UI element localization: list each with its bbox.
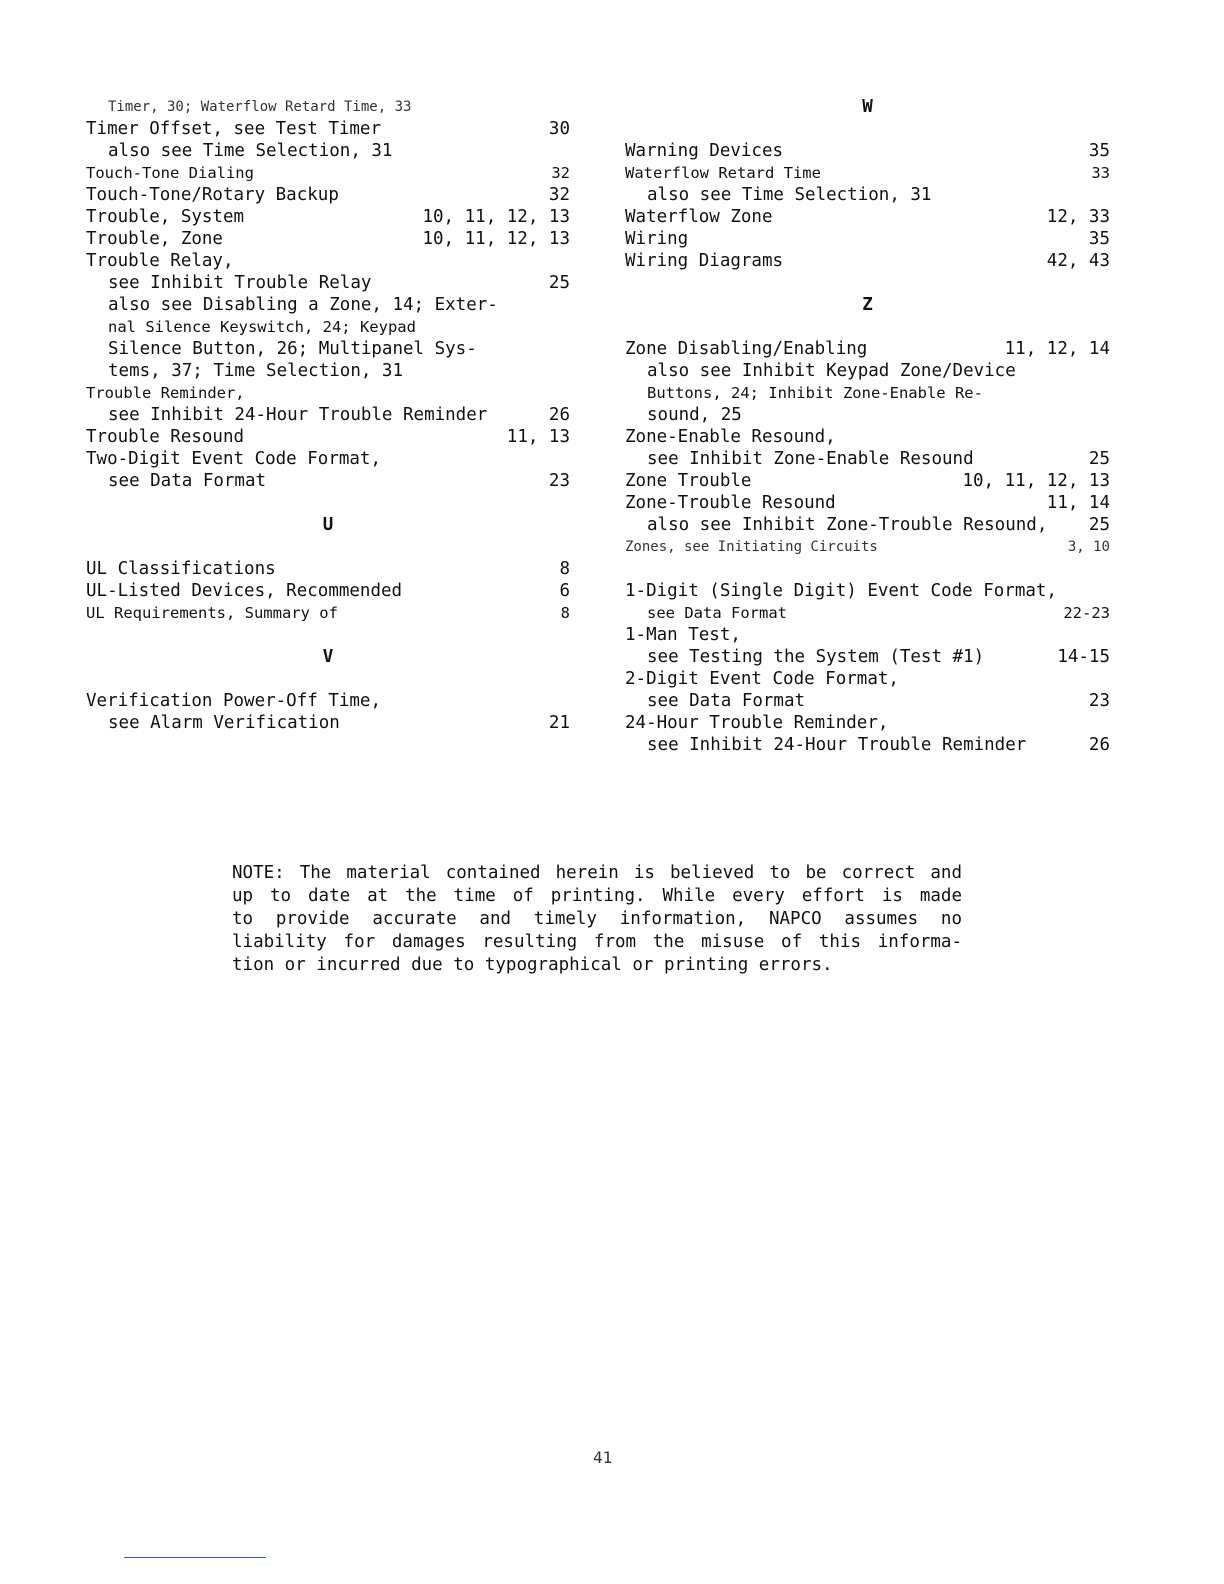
note-line: NOTE: The material contained herein is believed to be correct and <box>232 863 962 883</box>
index-term: nal Silence Keyswitch, 24; Keypad <box>108 318 416 336</box>
index-term: see Data Format <box>647 691 806 711</box>
index-entry <box>86 118 570 140</box>
index-page-refs: 35 <box>1088 229 1110 249</box>
note-line: to provide accurate and timely information, NAPCO assumes no <box>232 909 962 929</box>
index-entry <box>625 668 1110 690</box>
index-page-refs: 11, 13 <box>506 427 570 447</box>
index-page-refs: 25 <box>1088 449 1110 469</box>
index-term: Trouble, System <box>86 207 245 227</box>
index-term: see Inhibit 24-Hour Trouble Reminder <box>108 405 488 425</box>
index-term: Touch-Tone/Rotary Backup <box>86 185 339 205</box>
index-page-refs: 11, 14 <box>1046 493 1110 513</box>
index-page-refs: 22-23 <box>1063 604 1110 622</box>
index-term: UL Classifications <box>86 559 276 579</box>
index-group-u <box>86 558 570 624</box>
index-group-t <box>86 96 570 492</box>
index-entry <box>86 162 570 184</box>
index-page-refs: 8 <box>560 604 570 622</box>
index-term: 1-Man Test, <box>625 625 741 645</box>
letter-heading-z: Z <box>862 295 873 315</box>
index-term: Timer, 30; Waterflow Retard Time, 33 <box>108 99 412 115</box>
index-term: Wiring <box>625 229 689 249</box>
index-term: see Testing the System (Test #1) <box>647 647 985 667</box>
index-column-right <box>625 96 1110 756</box>
index-page-refs: 21 <box>548 713 570 733</box>
page-number: 41 <box>593 1448 613 1467</box>
index-page-refs: 26 <box>548 405 570 425</box>
index-page-refs: 33 <box>1091 164 1110 182</box>
index-term: UL Requirements, Summary of <box>86 604 338 622</box>
index-term: also see Inhibit Zone-Trouble Resound, <box>647 515 1048 535</box>
index-page-refs: 32 <box>551 164 570 182</box>
index-term: Verification Power-Off Time, <box>86 691 382 711</box>
index-term: Silence Button, 26; Multipanel Sys- <box>108 339 477 359</box>
index-entry <box>86 470 570 492</box>
index-term: Buttons, 24; Inhibit Zone-Enable Re- <box>647 384 983 402</box>
index-page-refs: 25 <box>548 273 570 293</box>
index-term: UL-Listed Devices, Recommended <box>86 581 403 601</box>
index-term: Timer Offset, see Test Timer <box>86 119 382 139</box>
index-term: Trouble, Zone <box>86 229 223 249</box>
note-line: liability for damages resulting from the misuse of this informa- <box>232 932 962 952</box>
index-term: sound, 25 <box>647 405 742 425</box>
index-entry <box>625 448 1110 470</box>
letter-heading-v: V <box>322 647 334 667</box>
index-entry <box>86 228 570 250</box>
index-entry <box>625 338 1110 360</box>
index-term: also see Time Selection, 31 <box>647 185 932 205</box>
index-page-refs: 32 <box>548 185 570 205</box>
index-entry <box>625 712 1110 734</box>
index-group-numeric <box>625 580 1110 756</box>
index-entry <box>625 734 1110 756</box>
index-term: Trouble Resound <box>86 427 245 447</box>
index-page-refs: 35 <box>1088 141 1110 161</box>
index-entry <box>625 162 1110 184</box>
index-entry <box>86 272 570 294</box>
index-term: Wiring Diagrams <box>625 251 784 271</box>
index-term: 1-Digit (Single Digit) Event Code Format, <box>625 581 1057 601</box>
index-entry <box>86 184 570 206</box>
index-entry <box>625 250 1110 272</box>
index-term: Zone-Trouble Resound <box>625 493 836 513</box>
index-page-refs: 10, 11, 12, 13 <box>962 471 1110 491</box>
index-entry <box>625 382 1110 404</box>
index-term: also see Time Selection, 31 <box>108 141 393 161</box>
index-entry <box>86 338 570 360</box>
index-page-refs: 23 <box>1088 691 1110 711</box>
index-entry <box>86 140 570 162</box>
index-entry <box>86 580 570 602</box>
note-line: tion or incurred due to typographical or printing errors. <box>232 955 833 975</box>
index-term: also see Disabling a Zone, 14; Exter- <box>108 295 498 315</box>
index-page-refs: 6 <box>559 581 570 601</box>
index-page-refs: 42, 43 <box>1046 251 1110 271</box>
index-entry <box>86 316 570 338</box>
index-entry <box>86 294 570 316</box>
index-term: Warning Devices <box>625 141 784 161</box>
index-term: Waterflow Zone <box>625 207 773 227</box>
footer-rule <box>124 1557 266 1558</box>
index-entry <box>625 624 1110 646</box>
index-page-refs: 26 <box>1088 735 1110 755</box>
index-entry <box>86 96 570 118</box>
index-entry <box>625 492 1110 514</box>
index-group-v <box>86 690 570 734</box>
index-term: Touch-Tone Dialing <box>86 164 254 182</box>
index-term: see Data Format <box>108 471 267 491</box>
index-page-refs: 3, 10 <box>1067 539 1110 555</box>
index-term: see Data Format <box>647 604 787 622</box>
index-page-refs: 23 <box>548 471 570 491</box>
index-entry <box>86 558 570 580</box>
index-entry <box>625 228 1110 250</box>
letter-heading-w: W <box>862 97 873 117</box>
letter-heading-u: U <box>322 515 334 535</box>
index-term: Two-Digit Event Code Format, <box>86 449 382 469</box>
index-term: Zones, see Initiating Circuits <box>625 539 878 555</box>
index-group-w <box>625 140 1110 272</box>
index-entry <box>625 646 1110 668</box>
index-entry <box>625 536 1110 558</box>
index-entry <box>625 514 1110 536</box>
index-entry <box>86 382 570 404</box>
index-term: Waterflow Retard Time <box>625 164 821 182</box>
index-term: 2-Digit Event Code Format, <box>625 669 899 689</box>
index-term: also see Inhibit Keypad Zone/Device <box>647 361 1016 381</box>
index-page-refs: 12, 33 <box>1046 207 1110 227</box>
index-entry <box>625 470 1110 492</box>
index-entry <box>86 602 570 624</box>
index-group-z <box>625 338 1110 558</box>
index-entry <box>86 404 570 426</box>
index-entry <box>625 580 1110 602</box>
index-entry <box>625 426 1110 448</box>
index-entry <box>86 206 570 228</box>
index-entry <box>625 602 1110 624</box>
index-entry <box>86 712 570 734</box>
index-term: see Inhibit Trouble Relay <box>108 273 372 293</box>
index-entry <box>86 426 570 448</box>
index-entry <box>86 250 570 272</box>
index-column-left <box>86 96 570 734</box>
index-page-refs: 8 <box>559 559 570 579</box>
index-term: Zone Trouble <box>625 471 752 491</box>
index-entry <box>625 140 1110 162</box>
index-page-refs: 25 <box>1088 515 1110 535</box>
index-entry <box>625 404 1110 426</box>
index-term: 24-Hour Trouble Reminder, <box>625 713 889 733</box>
index-entry <box>625 206 1110 228</box>
index-entry <box>625 690 1110 712</box>
note-line: up to date at the time of printing. While every effort is made <box>232 886 962 906</box>
index-page-refs: 10, 11, 12, 13 <box>422 229 570 249</box>
index-entry <box>625 360 1110 382</box>
index-term: see Inhibit 24-Hour Trouble Reminder <box>647 735 1027 755</box>
index-term: see Inhibit Zone-Enable Resound <box>647 449 974 469</box>
index-term: Trouble Reminder, <box>86 384 245 402</box>
index-page-refs: 30 <box>548 119 570 139</box>
index-page-refs: 10, 11, 12, 13 <box>422 207 570 227</box>
index-entry <box>625 184 1110 206</box>
index-entry <box>86 448 570 470</box>
disclaimer-note <box>232 862 962 977</box>
index-term: Zone-Enable Resound, <box>625 427 836 447</box>
index-term: tems, 37; Time Selection, 31 <box>108 361 404 381</box>
index-entry <box>86 360 570 382</box>
index-term: Zone Disabling/Enabling <box>625 339 868 359</box>
index-entry <box>86 690 570 712</box>
index-term: Trouble Relay, <box>86 251 234 271</box>
index-page-refs: 14-15 <box>1057 647 1110 667</box>
index-page-refs: 11, 12, 14 <box>1004 339 1110 359</box>
index-term: see Alarm Verification <box>108 713 340 733</box>
